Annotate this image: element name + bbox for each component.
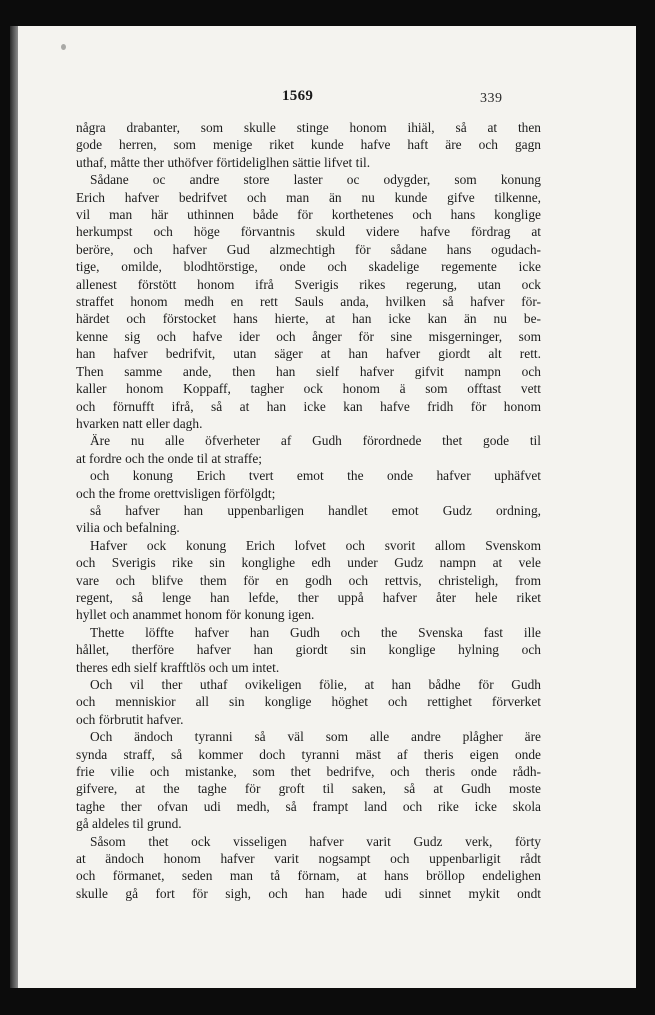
text-line: at ändoch honom hafver varit nogsampt och uppenbarligit rådt (76, 851, 541, 867)
text-line: taghe ther ofvan udi medh, så frampt land och rike icke skola (76, 798, 541, 814)
text-line: synda straff, så kommer doch tyranni mäst af theris eigen onde (76, 746, 541, 762)
text-line: och the frome orettvisligen förfölgdt; (76, 485, 276, 501)
text-line: Såsom thet ock visseligen hafver varit Gudz verk, förty (90, 833, 541, 849)
text-line: straffet honom medh en rett Sauls anda, hvilken så hafver för- (76, 294, 541, 310)
text-line: at fordre och the onde til at straffe; (76, 450, 263, 466)
running-header (18, 88, 636, 108)
paper-speck (61, 44, 66, 50)
text-line: gifvere, at the taghe för groft til saken, så at Gudh moste (76, 781, 541, 797)
text-line: gode herren, som menige riket kunde hafve haft äre och gagn (76, 137, 541, 153)
text-line: hållet, therföre hafver han giordt sin konglige hylning och (76, 642, 541, 658)
text-line: tige, omilde, blodhtörstige, onde och skadelige regemente icke (76, 259, 541, 275)
text-line: herkumpst och höge förvantnis skuld videre hafve fördrag at (76, 224, 541, 240)
text-line: och menniskior all sin konglige höghet och rettighet förverket (76, 694, 541, 710)
text-line: härdet och förstocket hans hierte, at han icke kan än nu be- (76, 311, 541, 327)
text-line: och Sverigis rike sin konglighe edh under Gudz nampn at vele (76, 555, 541, 571)
header-year: 1569 (282, 88, 314, 104)
text-line: Och ändoch tyranni så väl som alle andre plågher äre (90, 729, 541, 745)
text-line: så hafver han uppenbarligen handlet emot Gudz ordning, (90, 502, 541, 518)
book-page (18, 26, 636, 988)
text-line: han hafver bedrifvit, utan säger at han hafver giordt alt rett. (76, 346, 541, 362)
text-line: och förmanet, seden man tå förnam, at hans bröllop endelighen (76, 868, 541, 884)
text-line: hvarken natt eller dagh. (76, 415, 203, 431)
text-line: kenne sig och hafve ider och ånger för sine misgerninger, som (76, 328, 541, 344)
text-line: kaller honom Koppaff, tagher ock honom ä som offtast vett (76, 381, 541, 397)
text-line: hyllet och anammet honom för konung igen. (76, 607, 315, 623)
text-line: theres edh sielf krafftlös och um intet. (76, 659, 280, 675)
text-line: skulle gå fort för sigh, och han hade udi sinnet mykit ondt (76, 885, 541, 901)
text-line: vare och blifve them för en godh och rettvis, christeligh, from (76, 572, 541, 588)
text-line: Hafver ock konung Erich lofvet och svorit allom Svenskom (90, 537, 541, 553)
text-line: uthaf, måtte ther uthöfver förtideliglhen sättie lifvet til. (76, 154, 371, 170)
text-line: Sådane oc andre store laster oc odygder, som konung (90, 172, 541, 188)
text-line: regent, så lenge han lefde, ther uppå hafver åter hele riket (76, 589, 541, 605)
page-number: 339 (480, 91, 503, 106)
text-line: och konung Erich tvert emot the onde hafver uphäfvet (90, 468, 541, 484)
text-line: Then samme ande, then han sielf hafver gifvit nampn och (76, 363, 541, 379)
text-line: några drabanter, som skulle stinge honom ihiäl, så at then (76, 120, 541, 135)
text-line: Thette löffte hafver han Gudh och the Svenska fast ille (90, 624, 541, 640)
text-line: gå aldeles til grund. (76, 816, 182, 832)
scan-edge-shadow (10, 26, 18, 988)
text-line: Äre nu alle öfverheter af Gudh förordnede thet gode til (90, 433, 541, 449)
text-line: och förnufft ifrå, så at han icke kan hafve fridh för honom (76, 398, 541, 414)
text-line: Erich hafver bedrifvet och man än nu kunde gifve tilkenne, (76, 189, 541, 205)
text-line: Och vil ther uthaf ovikeligen fölie, at han bådhe för Gudh (90, 677, 541, 692)
text-line: frie vilie och mistanke, som thet bedrifve, och theris onde rådh- (76, 764, 541, 780)
body-text (76, 119, 541, 902)
text-line: beröre, och hafver Gud alzmechtigh för sådane hans ogudach- (76, 241, 541, 257)
text-line: allenest förstött honom ifrå Sverigis rikes regerung, utan ock (76, 276, 541, 292)
text-line: och förbrutit hafver. (76, 711, 184, 727)
text-line: vilia och befalning. (76, 520, 180, 536)
text-line: vil man här uthinnen både för korthetenes och hans konglige (76, 207, 541, 223)
